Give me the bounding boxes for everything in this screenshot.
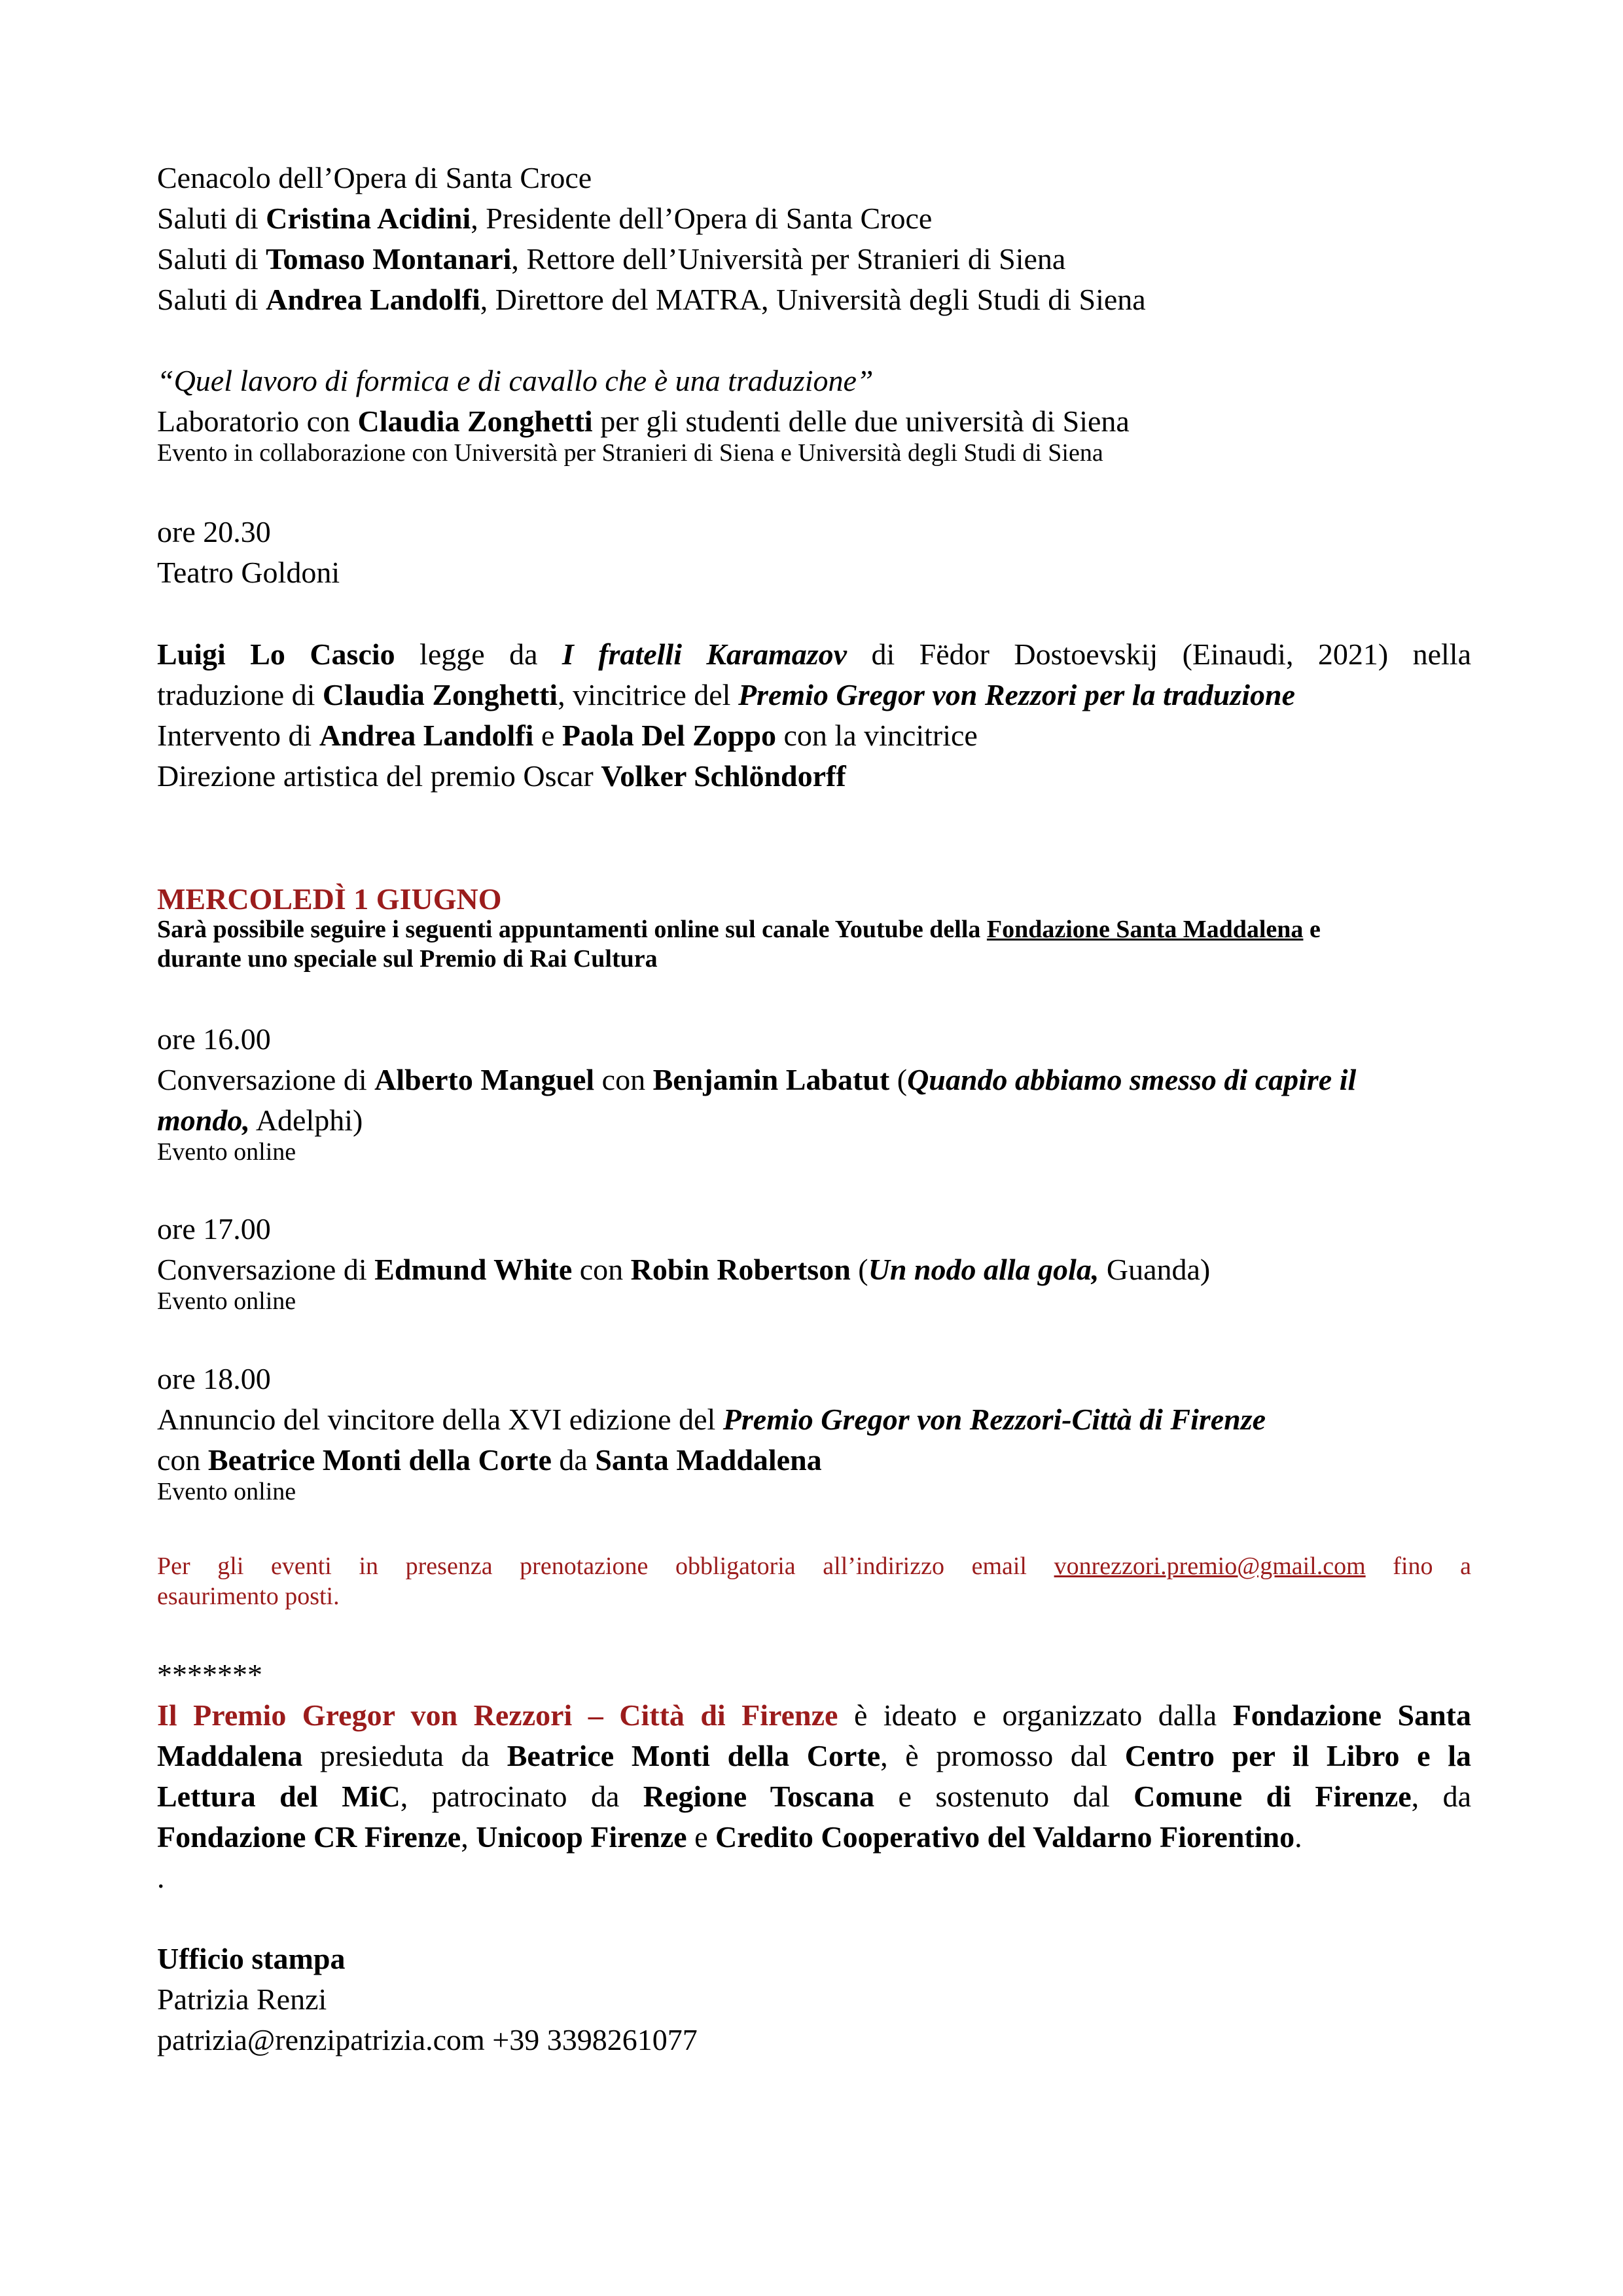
book-title-cont: mondo, — [157, 1103, 250, 1137]
conjunction: e — [533, 719, 562, 752]
translation-prefix: traduzione di — [157, 678, 323, 711]
book-title: Un nodo alla gola, — [868, 1253, 1099, 1286]
booking-text-2: esaurimento posti. — [157, 1583, 340, 1610]
greeting-role: , Rettore dell’Università per Stranieri di Siena — [511, 242, 1066, 276]
event-time-text: ore 17.00 — [157, 1212, 271, 1246]
greeting-name: Tomaso Montanari — [266, 242, 512, 276]
separator-text: ******* — [157, 1658, 262, 1691]
prize-para-line-3 — [157, 1776, 1471, 1817]
evening-place-text: Teatro Goldoni — [157, 556, 340, 589]
workshop-note — [157, 438, 1103, 468]
prize-para-line-2 — [157, 1736, 1471, 1776]
press-contact-name — [157, 1979, 327, 2020]
president-name: Beatrice Monti della Corte — [507, 1739, 881, 1772]
booking-line-1 — [157, 1551, 1471, 1581]
separator-comma: , — [461, 1820, 476, 1854]
prize-text: è ideato e organizzato dalla — [838, 1698, 1233, 1732]
greeting-line-2 — [157, 239, 1065, 279]
reading-line-2 — [157, 675, 1295, 715]
event-note-text: Evento online — [157, 1287, 296, 1315]
booking-text: Per gli eventi in presenza prenotazione obbligatoria all’indirizzo email — [157, 1552, 1054, 1580]
event-note — [157, 1286, 296, 1316]
publisher: Adelphi) — [249, 1103, 363, 1137]
greeting-name: Cristina Acidini — [266, 202, 471, 235]
event-time — [157, 1209, 271, 1249]
day-heading-text: MERCOLEDÌ 1 GIUGNO — [157, 882, 502, 916]
workshop-note-text: Evento in collaborazione con Università per Stranieri di Siena e Università degli Studi di Siena — [157, 439, 1103, 467]
event-line-cont — [157, 1100, 363, 1141]
online-intro-line-1 — [157, 914, 1321, 944]
event-note — [157, 1137, 296, 1167]
reading-line-1 — [157, 634, 1471, 675]
speaker-name: Andrea Landolfi — [319, 719, 534, 752]
director-name: Volker Schlöndorff — [601, 759, 846, 793]
press-contact-details-text: patrizia@renzipatrizia.com +39 3398261077 — [157, 2023, 698, 2056]
event-time-text: ore 18.00 — [157, 1362, 271, 1395]
event-line — [157, 1060, 1356, 1100]
workshop-quote — [157, 361, 873, 401]
preposition: da — [551, 1443, 596, 1477]
press-contact-details[interactable] — [157, 2020, 698, 2060]
prize-name: Premio Gregor von Rezzori-Città di Firenze — [722, 1403, 1266, 1436]
event-line — [157, 1249, 1210, 1290]
event-prefix: Conversazione di — [157, 1253, 375, 1286]
foundation-name: Fondazione Santa — [1232, 1698, 1471, 1732]
event-time — [157, 1359, 271, 1399]
announcement-prefix: Annuncio del vincitore della XVI edizione del — [157, 1403, 723, 1436]
prize-text: , è promosso dal — [880, 1739, 1125, 1772]
separator — [157, 1655, 262, 1695]
paren-open: ( — [889, 1063, 908, 1096]
conjunction: e — [687, 1820, 716, 1854]
workshop-audience: per gli studenti delle due università di Siena — [592, 404, 1130, 438]
online-intro-suffix: e — [1303, 916, 1321, 943]
greeting-prefix: Saluti di — [157, 283, 266, 316]
guest-name: Robin Robertson — [630, 1253, 851, 1286]
paren-open: ( — [850, 1253, 868, 1286]
stray-dot-text: . — [157, 1861, 165, 1894]
event-note — [157, 1477, 296, 1507]
guest-name: Benjamin Labatut — [652, 1063, 890, 1096]
foundation-link[interactable]: Fondazione Santa Maddalena — [986, 916, 1304, 943]
prize-name: Premio Gregor von Rezzori per la traduzione — [738, 678, 1295, 711]
winner-label: , vincitrice del — [558, 678, 738, 711]
day-heading — [157, 879, 501, 920]
event-note-text: Evento online — [157, 1478, 296, 1505]
location-name: Santa Maddalena — [595, 1443, 822, 1477]
reading-verb: legge da — [395, 637, 562, 671]
greeting-role: , Presidente dell’Opera di Santa Croce — [471, 202, 933, 235]
event-prefix: Conversazione di — [157, 1063, 375, 1096]
event-line — [157, 1399, 1266, 1440]
greeting-line-3 — [157, 279, 1146, 320]
booking-line-2 — [157, 1581, 340, 1611]
promoter-name: Centro per il Libro e la — [1124, 1739, 1472, 1772]
reading-line-3 — [157, 715, 978, 756]
publisher: Guanda) — [1099, 1253, 1211, 1286]
evening-place — [157, 552, 340, 593]
speaker-name: Alberto Manguel — [374, 1063, 595, 1096]
venue-line — [157, 158, 592, 198]
workshop-quote-text: “Quel lavoro di formica e di cavallo che è una traduzione” — [157, 364, 874, 397]
speaker-name: Paola Del Zoppo — [562, 719, 777, 752]
speaker-name: Edmund White — [374, 1253, 573, 1286]
promoter-name-cont: Lettura del MiC — [157, 1780, 401, 1813]
direction-prefix: Direzione artistica del premio Oscar — [157, 759, 601, 793]
booking-email-link[interactable]: vonrezzori.premio@gmail.com — [1054, 1552, 1366, 1580]
conjunction: con — [157, 1443, 208, 1477]
foundation-name-cont: Maddalena — [157, 1739, 303, 1772]
prize-para-line-4 — [157, 1817, 1302, 1857]
press-office-title-text: Ufficio stampa — [157, 1942, 346, 1975]
stray-dot — [157, 1857, 165, 1898]
greeting-prefix: Saluti di — [157, 202, 266, 235]
workshop-prefix: Laboratorio con — [157, 404, 358, 438]
sponsor-name: Comune di Firenze — [1133, 1780, 1412, 1813]
patron-name: Regione Toscana — [643, 1780, 875, 1813]
press-office-title — [157, 1939, 345, 1979]
host-name: Beatrice Monti della Corte — [207, 1443, 552, 1477]
booking-suffix: fino a — [1365, 1552, 1471, 1580]
intervention-prefix: Intervento di — [157, 719, 319, 752]
workshop-line — [157, 401, 1130, 442]
prize-text: presieduta da — [302, 1739, 507, 1772]
conjunction: con — [594, 1063, 653, 1096]
event-note-text: Evento online — [157, 1138, 296, 1166]
press-contact-name-text: Patrizia Renzi — [157, 1982, 327, 2016]
evening-time-text: ore 20.30 — [157, 515, 271, 548]
book-title: Quando abbiamo smesso di capire il — [907, 1063, 1357, 1096]
greeting-prefix: Saluti di — [157, 242, 266, 276]
greeting-role: , Direttore del MATRA, Università degli Studi di Siena — [480, 283, 1146, 316]
prize-text: , da — [1411, 1780, 1471, 1813]
evening-time — [157, 512, 271, 552]
event-time-text: ore 16.00 — [157, 1022, 271, 1056]
greeting-line-1 — [157, 198, 932, 239]
intervention-suffix: con la vincitrice — [776, 719, 978, 752]
sponsor-name: Credito Cooperativo del Valdarno Fiorentino — [715, 1820, 1295, 1854]
translator-name: Claudia Zonghetti — [322, 678, 558, 711]
prize-title: Il Premio Gregor von Rezzori – Città di Firenze — [157, 1698, 838, 1732]
prize-text: e sostenuto dal — [874, 1780, 1134, 1813]
greeting-name: Andrea Landolfi — [266, 283, 480, 316]
prize-para-line-1 — [157, 1695, 1471, 1736]
event-line-cont — [157, 1440, 822, 1480]
reading-line-4 — [157, 756, 846, 797]
online-intro-text-2: durante uno speciale sul Premio di Rai Cultura — [157, 945, 658, 973]
venue-text: Cenacolo dell’Opera di Santa Croce — [157, 161, 592, 194]
conjunction: con — [572, 1253, 631, 1286]
workshop-host: Claudia Zonghetti — [357, 404, 593, 438]
period: . — [1294, 1820, 1302, 1854]
prize-text: , patrocinato da — [400, 1780, 643, 1813]
sponsor-name: Unicoop Firenze — [476, 1820, 687, 1854]
reader-name: Luigi Lo Cascio — [157, 637, 395, 671]
sponsor-name: Fondazione CR Firenze — [157, 1820, 461, 1854]
online-intro-line-2 — [157, 944, 658, 974]
book-title: I fratelli Karamazov — [562, 637, 847, 671]
book-author: di Fëdor Dostoevskij (Einaudi, 2021) nella — [847, 637, 1471, 671]
event-time — [157, 1019, 271, 1060]
online-intro-text: Sarà possibile seguire i seguenti appuntamenti online sul canale Youtube della — [157, 916, 987, 943]
